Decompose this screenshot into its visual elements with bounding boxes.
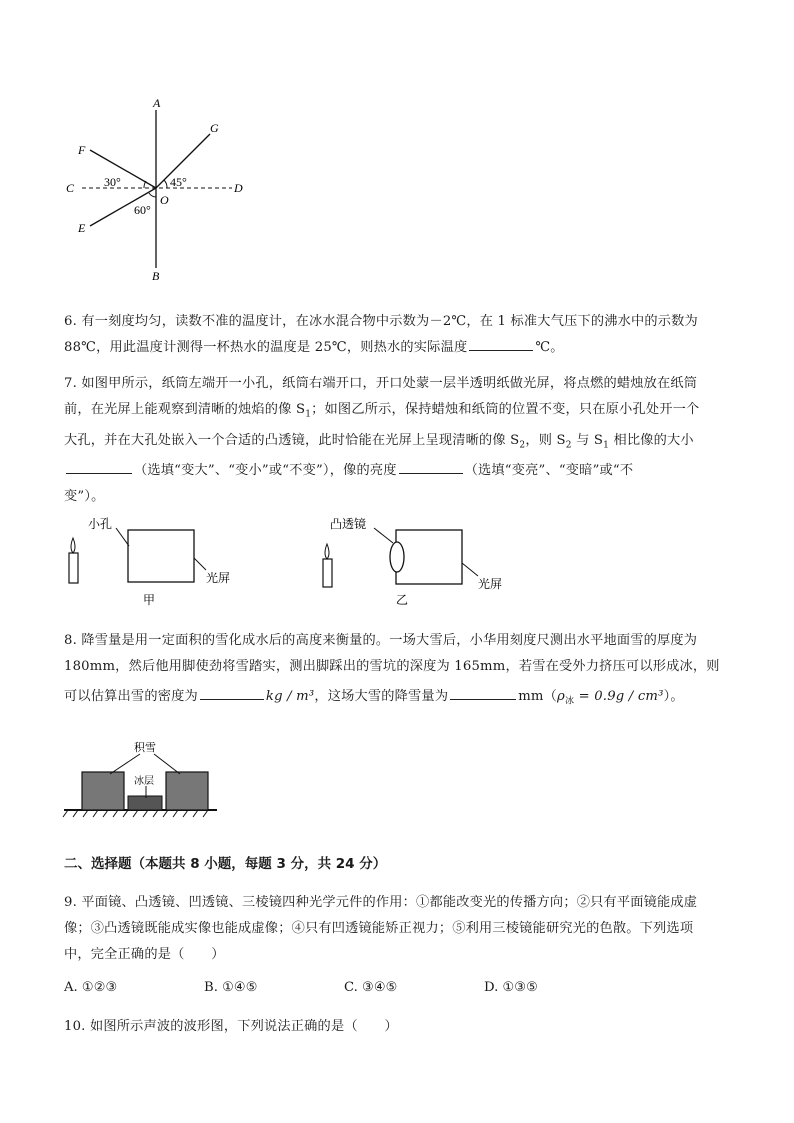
snow-pointer-left bbox=[110, 754, 140, 774]
label-D: D bbox=[234, 181, 243, 195]
paper-tube bbox=[128, 530, 194, 582]
q6-text: 6. 有一刻度均匀，读数不准的温度计，在冰水混合物中示数为－2℃，在 1 标准大气压下的沸水中的示数为 88℃，用此温度计测得一杯热水的温度是 25℃，则热水的实际温度 bbox=[64, 314, 698, 355]
q10-text: 10. 如图所示声波的波形图，下列说法正确的是（ ） bbox=[64, 1019, 398, 1034]
q7-sub-2b: 2 bbox=[565, 440, 572, 451]
snow-block-left bbox=[82, 772, 124, 810]
label-A: A bbox=[153, 96, 161, 110]
q7-sub-1b: 1 bbox=[603, 440, 610, 451]
q8-rho: ρ bbox=[557, 689, 565, 704]
snow-pointer-right bbox=[154, 754, 180, 774]
q8-line3d: ）。 bbox=[663, 689, 684, 704]
q9-option-c[interactable]: C. ③④⑤ bbox=[344, 980, 398, 995]
q7-line5: 变”）。 bbox=[64, 489, 105, 505]
screen-label-jia: 光屏 bbox=[206, 571, 231, 585]
q9-line2: 像；③凸透镜既能成实像也能成虚像；④只有凹透镜能矫正视力；⑤利用三棱镜能研究光的色散。下列选项 bbox=[64, 921, 694, 936]
q7-sub-1: 1 bbox=[305, 409, 312, 420]
question-8 bbox=[64, 628, 734, 719]
q8-line3c: mm（ bbox=[518, 689, 558, 704]
hole-pointer bbox=[116, 528, 129, 546]
q7-line3d: 相比像的大小 bbox=[609, 432, 694, 448]
label-G: G bbox=[210, 121, 219, 135]
candle-flame-icon bbox=[71, 538, 75, 553]
figure-snow bbox=[62, 738, 222, 823]
q8-line1: 8. 降雪量是用一定面积的雪化成水后的高度来衡量的。一场大雪后，小华用刻度尺测出水平地面雪的厚度为 bbox=[64, 633, 698, 648]
question-9 bbox=[64, 890, 734, 968]
screen-label-yi: 光屏 bbox=[478, 577, 503, 591]
convex-lens-icon bbox=[390, 542, 404, 572]
q7-line4b: （选填“变亮”、“变暗”或“不 bbox=[464, 463, 634, 479]
label-F: F bbox=[78, 143, 86, 157]
q7-size-blank[interactable] bbox=[66, 458, 132, 474]
q8-rho-sub: 冰 bbox=[564, 696, 575, 707]
arc-30 bbox=[144, 181, 146, 188]
label-B: B bbox=[152, 269, 160, 282]
angle-60-label: 60° bbox=[134, 203, 151, 217]
q9-line1: 9. 平面镜、凸透镜、凹透镜、三棱镜四种光学元件的作用：①都能改变光的传播方向；②只有平面镜能成虚 bbox=[64, 895, 698, 910]
screen-pointer bbox=[462, 563, 478, 576]
q9-option-a[interactable]: A. ①②③ bbox=[64, 980, 118, 995]
ray-OF bbox=[90, 150, 156, 188]
q6-answer-blank[interactable] bbox=[469, 335, 533, 351]
q8-line2: 180mm，然后他用脚使劲将雪踏实，测出脚踩出的雪坑的深度为 165mm，若雪在受外力挤压可以形成冰，则 bbox=[64, 659, 720, 674]
q7-brightness-blank[interactable] bbox=[399, 458, 463, 474]
q8-snowfall-blank[interactable] bbox=[450, 684, 516, 700]
q6-unit: ℃。 bbox=[535, 340, 564, 355]
ground-hatching bbox=[63, 810, 208, 817]
caption-jia: 甲 bbox=[143, 593, 156, 607]
q7-line3b: ，则 S bbox=[525, 432, 566, 448]
q9-option-d[interactable]: D. ①③⑤ bbox=[484, 980, 538, 995]
snow-label: 积雪 bbox=[134, 741, 156, 754]
section-2-heading: 二、选择题（本题共 8 小题，每题 3 分，共 24 分） bbox=[64, 856, 387, 872]
question-6 bbox=[64, 309, 734, 361]
q9-line3: 中，完全正确的是（ ） bbox=[64, 947, 225, 962]
q8-unit-density: kg / m³ bbox=[265, 689, 315, 704]
q8-density-blank[interactable] bbox=[200, 684, 264, 700]
q7-line1: 7. 如图甲所示，纸筒左端开一小孔，纸筒右端开口，开口处蒙一层半透明纸做光屏，将点燃的蜡烛放在纸筒 bbox=[64, 376, 698, 391]
angle-diagram bbox=[60, 92, 260, 282]
arc-45 bbox=[164, 180, 167, 188]
lens-label: 凸透镜 bbox=[330, 517, 367, 531]
ice-label: 冰层 bbox=[134, 776, 154, 787]
q7-line3a: 大孔，并在大孔处嵌入一个合适的凸透镜，此时恰能在光屏上呈现清晰的像 S bbox=[64, 432, 520, 448]
snow-block-right bbox=[166, 772, 208, 810]
question-10 bbox=[64, 1014, 734, 1040]
angle-45-label: 45° bbox=[170, 175, 187, 189]
screen-pointer bbox=[194, 558, 206, 570]
q8-line3b: ，这场大雪的降雪量为 bbox=[314, 689, 449, 704]
q8-line3a: 可以估算出雪的密度为 bbox=[64, 689, 198, 704]
question-7 bbox=[64, 371, 734, 510]
candle-icon bbox=[323, 559, 332, 587]
small-hole-label: 小孔 bbox=[88, 517, 113, 531]
ice-layer bbox=[128, 796, 162, 810]
candle-icon bbox=[69, 553, 78, 583]
lens-pointer bbox=[374, 528, 393, 543]
q7-line2: 前，在光屏上能观察到清晰的烛焰的像 S bbox=[64, 402, 306, 417]
figure-yi bbox=[318, 508, 528, 608]
angle-30-label: 30° bbox=[104, 175, 121, 189]
q8-formula: = 0.9g / cm³ bbox=[574, 689, 664, 704]
arc-60 bbox=[149, 193, 156, 197]
caption-yi: 乙 bbox=[396, 593, 409, 607]
candle-flame-icon bbox=[325, 544, 329, 559]
figure-jia bbox=[60, 508, 260, 608]
label-C: C bbox=[66, 181, 75, 195]
q7-line3c: 与 S bbox=[571, 432, 604, 448]
q7-line2b: ；如图乙所示，保持蜡烛和纸筒的位置不变，只在原小孔处开一个 bbox=[311, 402, 700, 417]
paper-tube bbox=[396, 530, 462, 584]
label-E: E bbox=[78, 221, 86, 235]
q7-sub-2: 2 bbox=[519, 440, 526, 451]
label-O: O bbox=[160, 193, 169, 207]
q7-line4a: （选填“变大”、“变小”或“不变”），像的亮度 bbox=[134, 463, 397, 479]
q9-option-b[interactable]: B. ①④⑤ bbox=[204, 980, 258, 995]
